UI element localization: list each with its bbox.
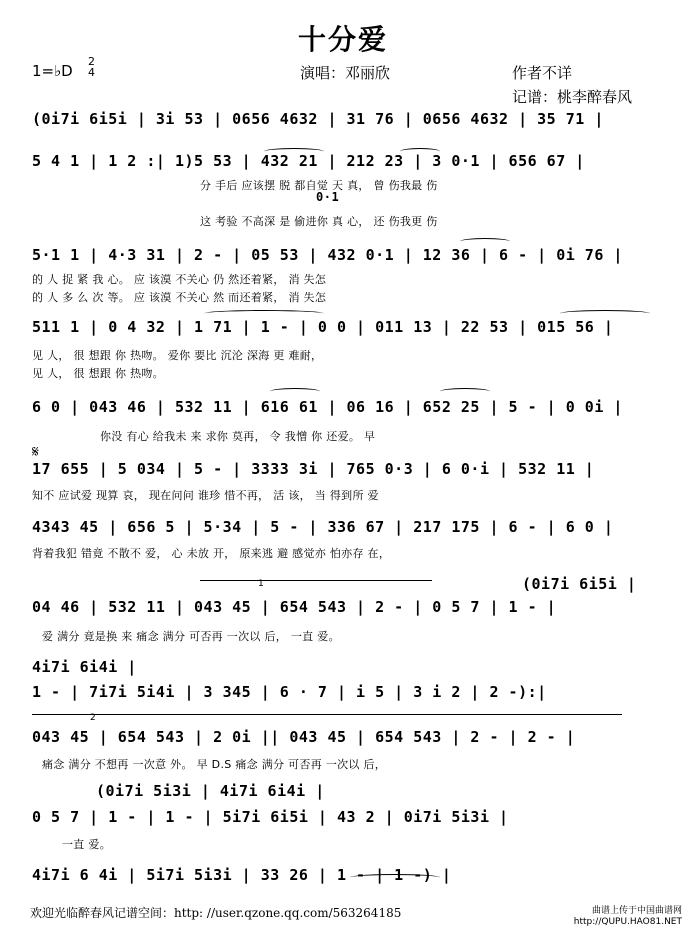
- notation-row-2: 5 4 1 | 1 2 :| 1)5 53 | 432 21 | 212 23 | 3 0·1 | 656 67 |: [32, 152, 585, 170]
- volta-1-bracket: [200, 580, 432, 587]
- lyric-row-11: 一直 爱。: [62, 838, 111, 851]
- slur: [270, 388, 320, 395]
- lyric-row-2-verse-2: 这 考验 不高深 是 偷进你 真 心， 还 伤我更 伤: [200, 215, 438, 228]
- lyric-row-3-verse-2: 的 人 多 么 次 等。 应 该漠 不关心 然 而还着紧， 消 失怎: [32, 291, 327, 304]
- alternate-notes: 0·1: [316, 190, 340, 204]
- footer-source-url: http://QUPU.HAO81.NET: [573, 917, 682, 927]
- segno-sign: 𝄋: [32, 442, 39, 461]
- slur: [560, 310, 650, 317]
- volta-2-bracket: [32, 714, 622, 721]
- transcriber: 记谱：桃李醉春风: [512, 88, 633, 106]
- slur: [460, 238, 510, 245]
- lyric-row-2: 分 手后 应该摆 脱 都自觉 天 真， 曾 伤我最 伤: [200, 179, 438, 192]
- lyric-row-7: 背着我犯 错竟 不散不 爱， 心 未放 开， 原来逃 避 感觉亦 怕亦存 在，: [32, 547, 391, 560]
- time-signature-top: 2: [88, 55, 95, 68]
- upper-notation-row-8: (0i7i 6i5i |: [522, 575, 637, 593]
- lyric-row-3-verse-1: 的 人 捉 紧 我 心。 应 该漠 不关心 仍 然还着紧， 消 失怎: [32, 273, 327, 286]
- time-signature-bottom: 4: [88, 66, 95, 79]
- notation-row-12: 4i7i 6 4i | 5i7i 5i3i | 33 26 | 1 - | 1 -) |: [32, 866, 452, 884]
- lyric-row-10: 痛念 满分 不想再 一次意 外。 早 D.S 痛念 满分 可否再 一次以 后，: [42, 758, 387, 771]
- lyric-row-4-verse-2: 见 人， 很 想跟 你 热吻。: [32, 367, 164, 380]
- lyric-row-6: 知不 应试爱 现算 哀， 现在问问 谁珍 惜不再， 活 该， 当 得到所 爱: [32, 489, 379, 502]
- notation-row-7: 4343 45 | 656 5 | 5·34 | 5 - | 336 67 | 217 175 | 6 - | 6 0 |: [32, 518, 614, 536]
- composer: 作者不详: [512, 64, 573, 82]
- lyric-row-5: 你没 有心 给我未 来 求你 莫再， 令 我憎 你 还爱。 早: [100, 430, 376, 443]
- singer: 演唱：邓丽欣: [300, 64, 391, 82]
- lyric-row-8: 爱 满分 竟是换 来 痛念 满分 可否再 一次以 后， 一直 爱。: [42, 630, 340, 643]
- notation-row-1: (0i7i 6i5i | 3i 53 | 0656 4632 | 31 76 | 0656 4632 | 35 71 |: [32, 110, 604, 128]
- lyric-row-4-verse-1: 见 人， 很 想跟 你 热吻。 爱你 要比 沉沦 深海 更 难耐，: [32, 349, 323, 362]
- score-title: 十分爱: [297, 23, 388, 56]
- upper-notation-row-9: 4i7i 6i4i |: [32, 658, 137, 676]
- notation-row-9: 1 - | 7i7i 5i4i | 3 345 | 6 · 7 | i 5 | 3 i 2 | 2 -):|: [32, 683, 547, 701]
- slur: [400, 148, 440, 155]
- notation-row-6: 17 655 | 5 034 | 5 - | 3333 3i | 765 0·3 | 6 0·i | 532 11 |: [32, 460, 595, 478]
- notation-row-3: 5·1 1 | 4·3 31 | 2 - | 05 53 | 432 0·1 | 12 36 | 6 - | 0i 76 |: [32, 246, 623, 264]
- slur: [204, 310, 324, 317]
- volta-1-label: 1: [258, 579, 264, 589]
- volta-2-label: 2: [90, 713, 96, 723]
- notation-row-11: 0 5 7 | 1 - | 1 - | 5i7i 6i5i | 43 2 | 0i7i 5i3i |: [32, 808, 509, 826]
- time-signature: [88, 56, 95, 78]
- slur: [350, 874, 440, 881]
- footer-visit-text: 欢迎光临醉春风记谱空间：http: //user.qzone.qq.com/563264185: [30, 906, 402, 920]
- slur: [264, 148, 324, 155]
- footer-source: [574, 906, 682, 928]
- upper-notation-row-11: (0i7i 5i3i | 4i7i 6i4i |: [96, 782, 325, 800]
- notation-row-10: 043 45 | 654 543 | 2 0i || 043 45 | 654 543 | 2 - | 2 - |: [32, 728, 576, 746]
- notation-row-8: 04 46 | 532 11 | 043 45 | 654 543 | 2 - | 0 5 7 | 1 - |: [32, 598, 557, 616]
- notation-row-4: 511 1 | 0 4 32 | 1 71 | 1 - | 0 0 | 011 13 | 22 53 | 015 56 |: [32, 318, 614, 336]
- notation-row-5: 6 0 | 043 46 | 532 11 | 616 61 | 06 16 | 652 25 | 5 - | 0 0i |: [32, 398, 623, 416]
- footer-source-title: 曲谱上传于中国曲谱网: [591, 906, 682, 916]
- key-signature: 1=♭D: [32, 62, 73, 80]
- slur: [440, 388, 490, 395]
